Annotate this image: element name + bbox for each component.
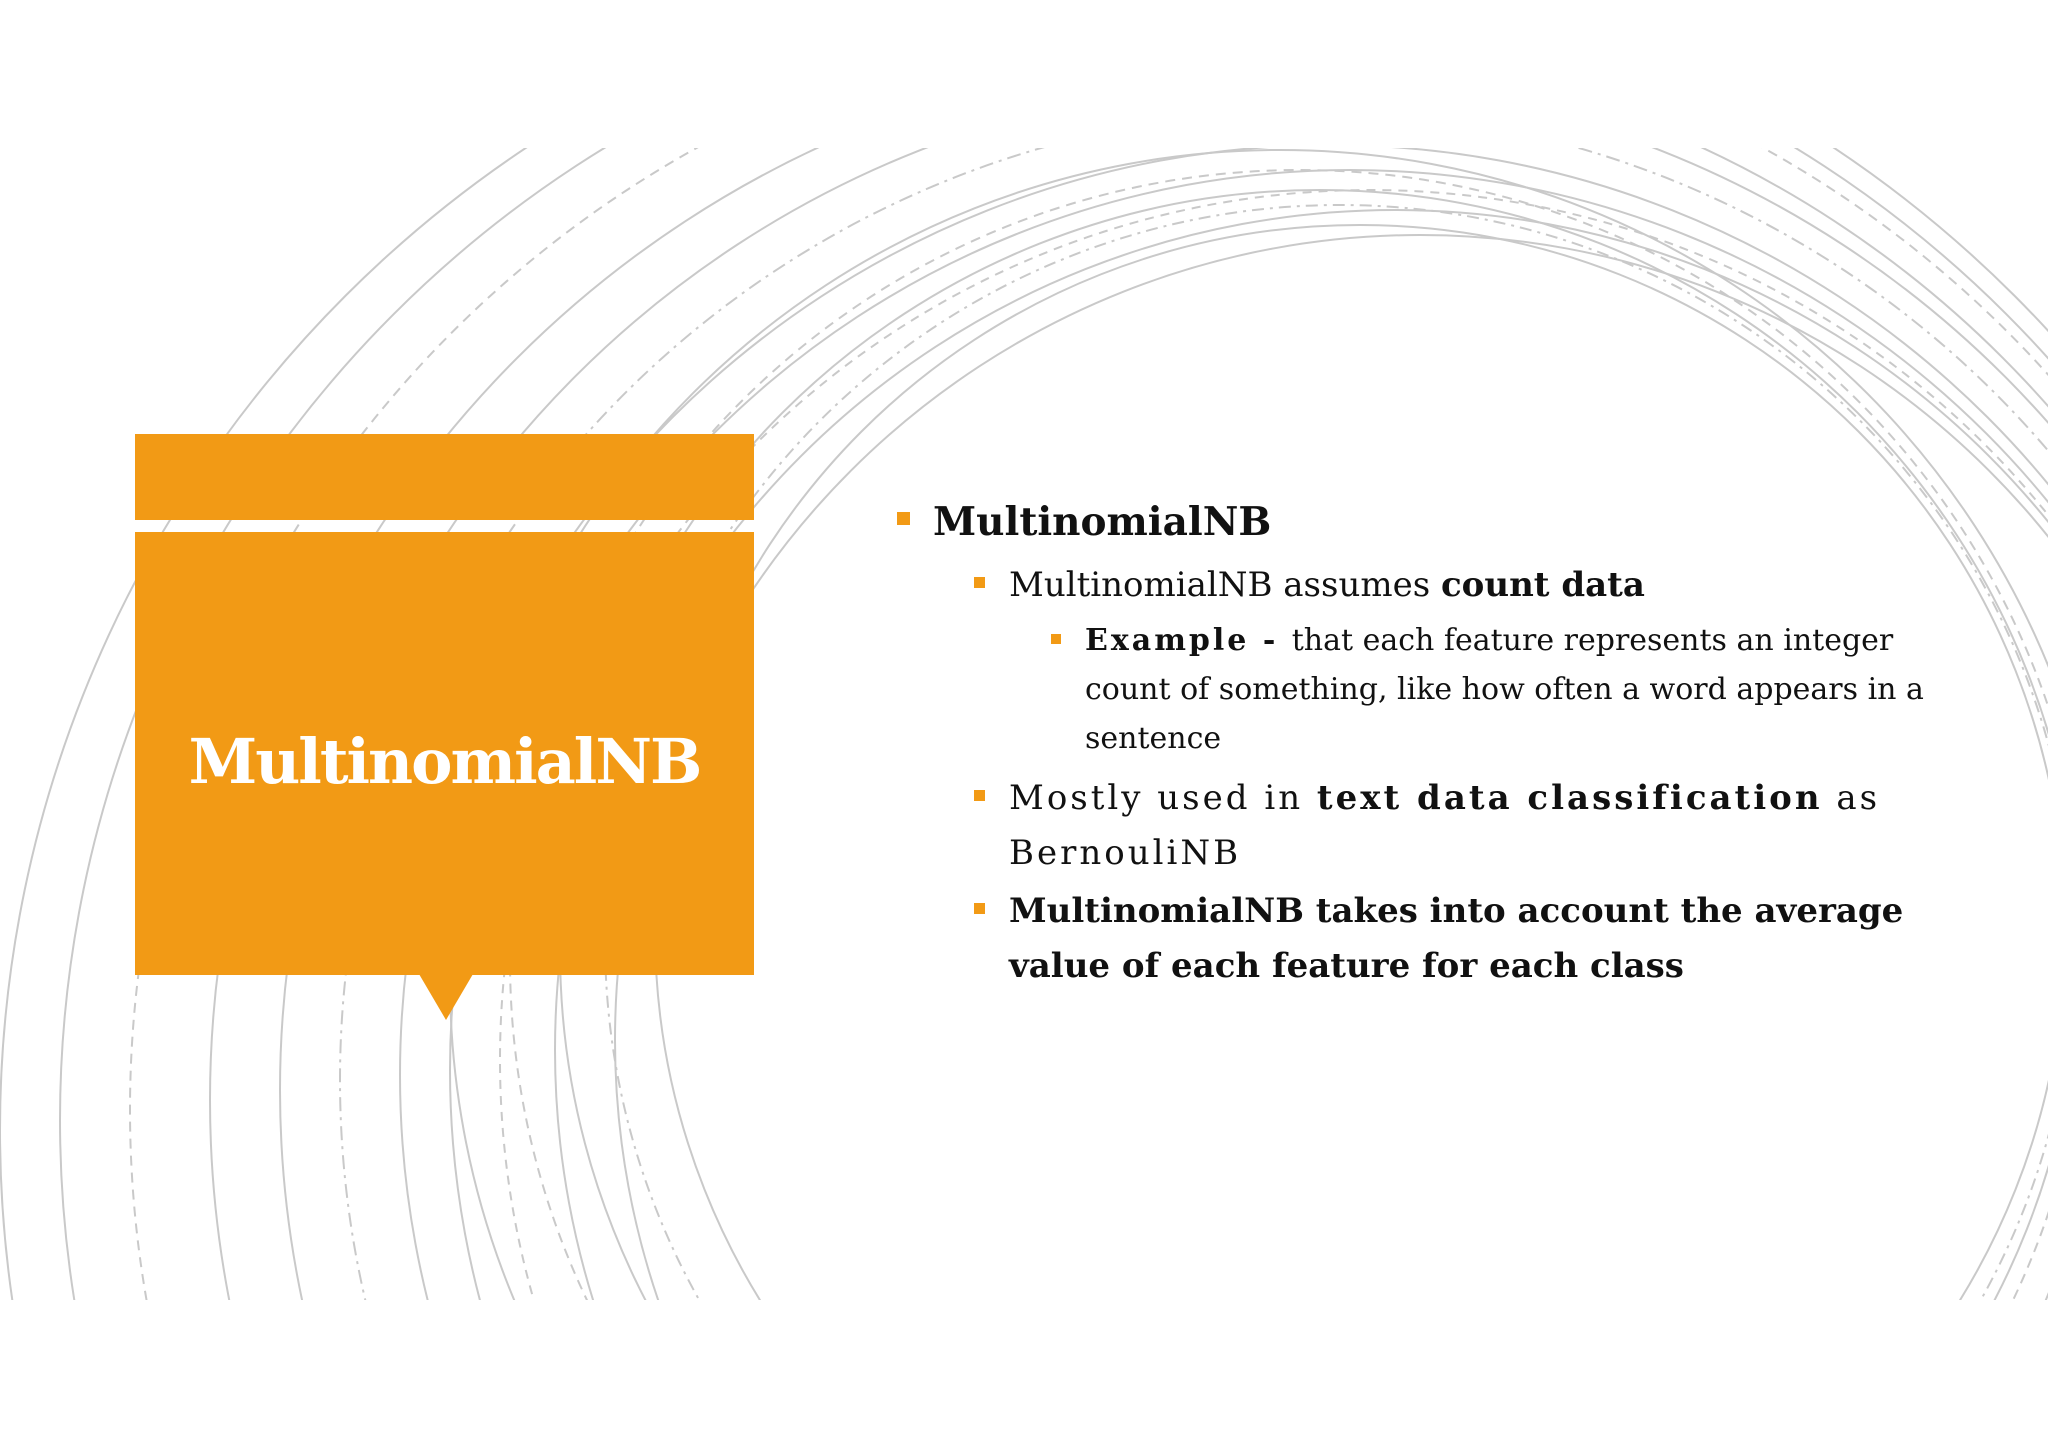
square-bullet-icon	[974, 903, 985, 914]
title-box	[135, 532, 754, 975]
bullet-text: MultinomialNB assumes	[1009, 565, 1441, 605]
bullet-example	[1032, 616, 1930, 763]
bullet-assumes-count-data	[956, 558, 1930, 613]
bullet-text-classification	[956, 771, 1930, 881]
bullet-average-value	[956, 884, 1930, 994]
slide-title: MultinomialNB	[188, 725, 701, 798]
bullet-emphasis: text data classification	[1316, 778, 1823, 818]
square-bullet-icon	[974, 577, 985, 588]
title-accent-band	[135, 434, 754, 520]
bullet-emphasis: count data	[1440, 565, 1645, 605]
square-bullet-icon	[897, 512, 910, 525]
square-bullet-icon	[1051, 634, 1061, 644]
bullet-multinomialnb	[880, 490, 1930, 554]
bullet-text: as BernouliNB	[1009, 778, 1881, 873]
bullet-text: MultinomialNB	[933, 499, 1272, 545]
bullet-text: Mostly used in	[1009, 778, 1317, 818]
bullet-list	[880, 490, 1930, 997]
title-box-pointer	[419, 974, 473, 1020]
bullet-emphasis: Example -	[1085, 623, 1292, 658]
bullet-text: MultinomialNB takes into account the average value of each feature for each class	[1009, 891, 1904, 986]
square-bullet-icon	[974, 790, 985, 801]
bullet-text: that each feature represents an integer count of something, like how often a word appears in a sentence	[1085, 623, 1924, 756]
